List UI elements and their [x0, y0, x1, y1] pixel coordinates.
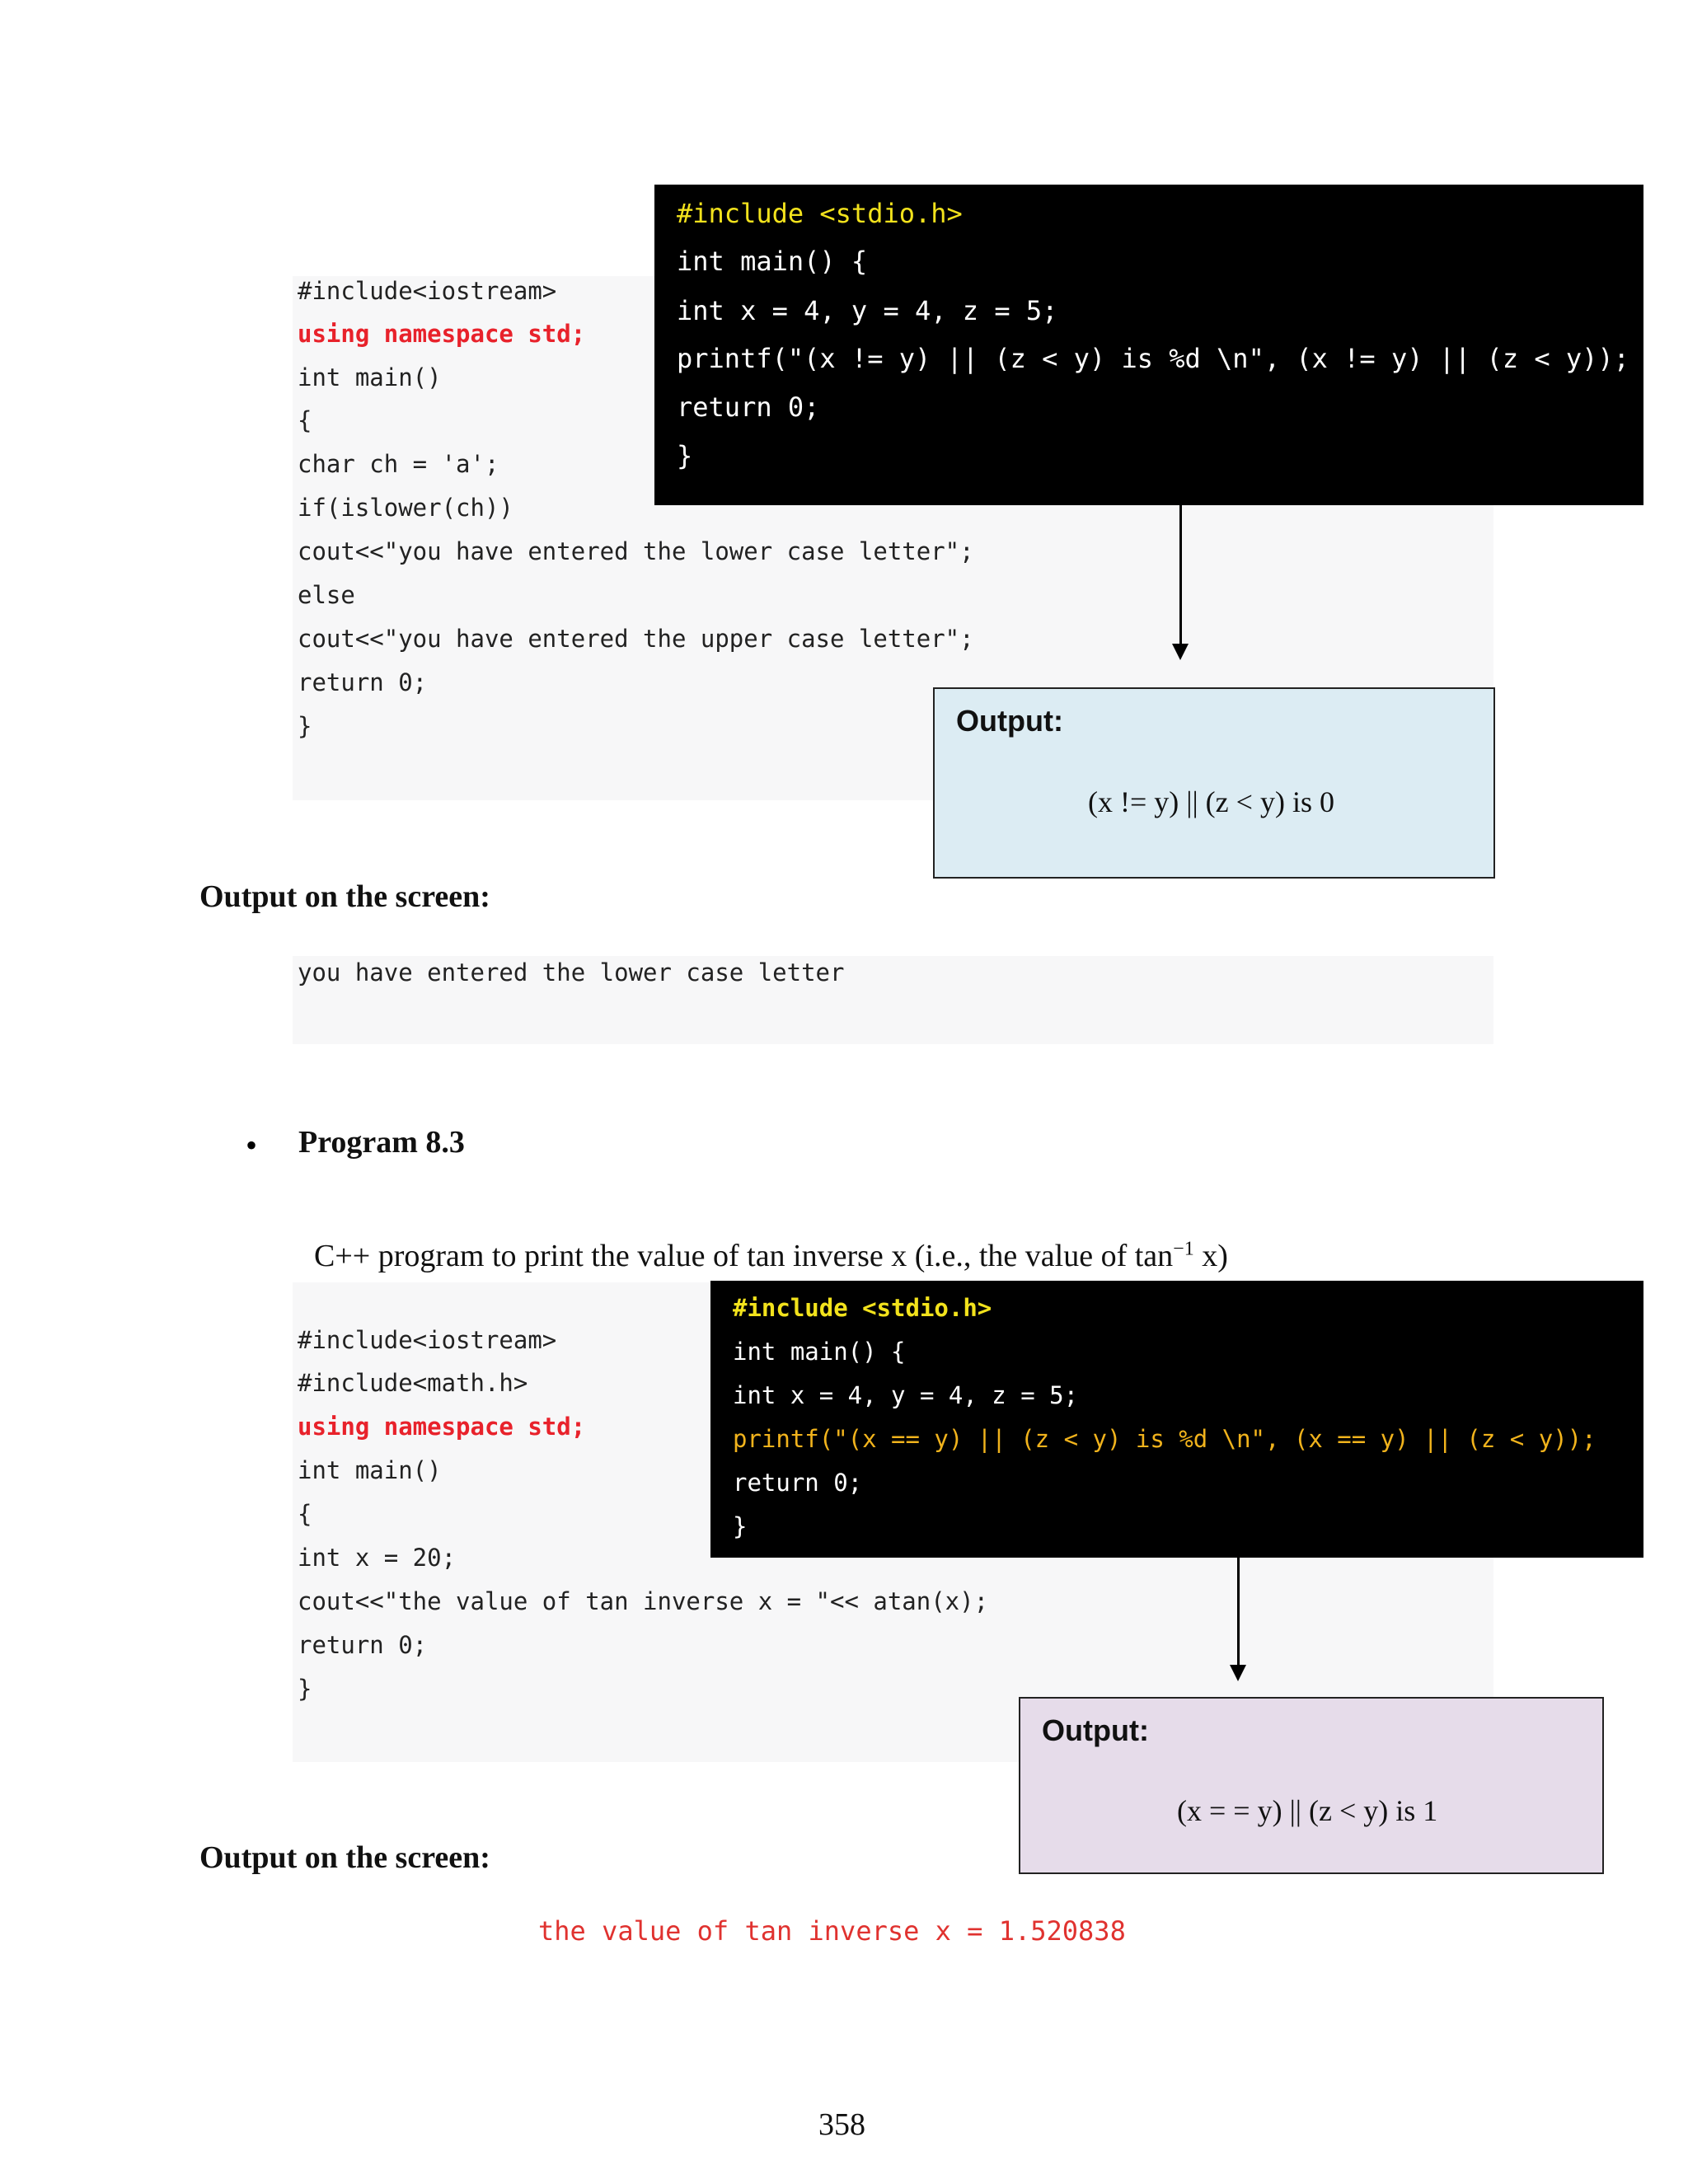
code-line: return 0; — [677, 391, 820, 423]
code-line: cout<<"you have entered the lower case letter"; — [298, 537, 974, 565]
code-line: return 0; — [298, 1631, 428, 1659]
code-line: cout<<"you have entered the upper case letter"; — [298, 625, 974, 653]
code-line: int main() — [298, 1456, 442, 1484]
code-line: return 0; — [733, 1469, 863, 1497]
arrow-down-icon — [1172, 644, 1189, 660]
output-value: (x != y) || (z < y) is 0 — [1088, 785, 1334, 818]
output-box-1 — [933, 687, 1495, 879]
output-label: Output: — [956, 704, 1063, 738]
section-heading: Output on the screen: — [199, 1840, 490, 1875]
result-text-1: you have entered the lower case letter — [298, 958, 845, 987]
code-line: int x = 4, y = 4, z = 5; — [733, 1381, 1079, 1409]
code-line: printf("(x == y) || (z < y) is %d \n", (x == y) || (z < y)); — [733, 1425, 1597, 1453]
code-line: #include <stdio.h> — [733, 1294, 992, 1322]
output-label: Output: — [1042, 1713, 1149, 1747]
code-line: { — [298, 1500, 312, 1528]
description-text: C++ program to print the value of tan inverse x (i.e., the value of tan — [314, 1239, 1174, 1273]
program-description — [298, 1202, 1228, 1274]
code-line: } — [298, 712, 312, 740]
code-line: cout<<"the value of tan inverse x = "<< atan(x); — [298, 1587, 989, 1615]
code-line: int x = 20; — [298, 1544, 457, 1572]
code-line: using namespace std; — [298, 320, 586, 348]
code-line: if(islower(ch)) — [298, 494, 513, 522]
output-value: (x = = y) || (z < y) is 1 — [1177, 1794, 1438, 1827]
code-line: int main() { — [733, 1338, 906, 1366]
black-code-box-2 — [710, 1281, 1643, 1558]
code-line: else — [298, 581, 355, 609]
page-number: 358 — [818, 2107, 865, 2142]
code-line: int main() { — [677, 246, 868, 277]
code-line: #include<math.h> — [298, 1369, 528, 1397]
code-line: { — [298, 406, 312, 434]
result-text-2: the value of tan inverse x = 1.520838 — [538, 1915, 1126, 1947]
code-line: return 0; — [298, 668, 428, 696]
description-end: x) — [1193, 1239, 1228, 1273]
arrow-down-icon — [1230, 1665, 1246, 1681]
code-line: int main() — [298, 363, 442, 391]
section-heading: Output on the screen: — [199, 879, 490, 914]
program-title: Program 8.3 — [298, 1125, 465, 1160]
arrow-line — [1179, 505, 1182, 645]
code-line: #include<iostream> — [298, 277, 557, 305]
superscript: −1 — [1173, 1238, 1194, 1260]
arrow-line — [1237, 1558, 1240, 1666]
code-line: char ch = 'a'; — [298, 450, 499, 478]
bullet: • — [246, 1127, 258, 1164]
code-line: } — [298, 1675, 312, 1703]
output-box-2 — [1019, 1697, 1604, 1874]
code-line: printf("(x != y) || (z < y) is %d \n", (x != y) || (z < y)); — [677, 343, 1629, 374]
code-line: } — [733, 1512, 748, 1540]
code-line: using namespace std; — [298, 1413, 586, 1441]
code-line: int x = 4, y = 4, z = 5; — [677, 295, 1058, 326]
code-line: #include<iostream> — [298, 1326, 557, 1354]
code-line: #include <stdio.h> — [677, 198, 963, 229]
black-code-box-1 — [654, 185, 1643, 505]
code-line: } — [677, 440, 693, 471]
